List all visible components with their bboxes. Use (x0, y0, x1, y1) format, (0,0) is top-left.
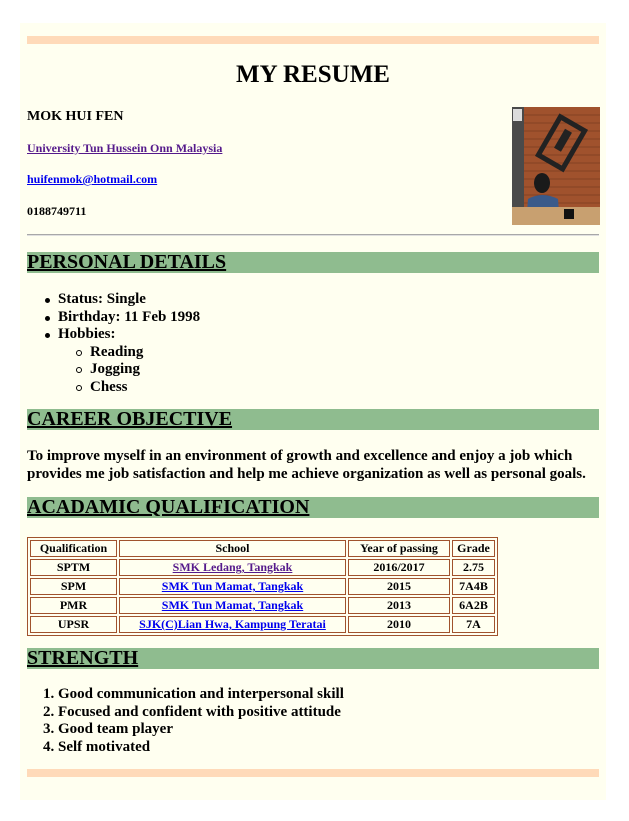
grade-cell: 7A (452, 616, 495, 633)
qualification-cell: SPTM (30, 559, 117, 576)
grade-cell: 6A2B (452, 597, 495, 614)
qualification-cell: UPSR (30, 616, 117, 633)
circle-bullet-icon (76, 385, 82, 391)
table-row (30, 578, 495, 595)
table-row (30, 559, 495, 576)
school-cell (119, 616, 346, 633)
top-accent-bar (27, 36, 599, 44)
university-link[interactable]: University Tun Hussein Onn Malaysia (27, 141, 223, 155)
grade-cell: 2.75 (452, 559, 495, 576)
list-item: 3. Good team player (43, 721, 173, 737)
phone-number: 0188749711 (27, 204, 87, 218)
qualification-cell: SPM (30, 578, 117, 595)
column-header-school: School (119, 540, 346, 557)
list-item: Hobbies: Reading Jogging Chess (27, 326, 200, 396)
applicant-name: MOK HUI FEN (27, 109, 124, 124)
personal-details-list (27, 291, 200, 396)
table-header-row (30, 540, 495, 557)
school-link[interactable]: SMK Ledang, Tangkak (172, 560, 293, 574)
hobby-item: Jogging (27, 361, 200, 379)
hobby-item: Reading (27, 344, 200, 362)
hobbies-list (58, 344, 200, 397)
grade-cell: 7A4B (452, 578, 495, 595)
column-header-year: Year of passing (348, 540, 450, 557)
list-item: 2. Focused and confident with positive attitude (43, 703, 341, 720)
year-cell: 2013 (348, 597, 450, 614)
personal-details-heading: PERSONAL DETAILS (27, 252, 599, 273)
bottom-accent-bar (27, 769, 599, 777)
school-cell (119, 597, 346, 614)
school-link[interactable]: SMK Tun Mamat, Tangkak (161, 598, 304, 612)
page-title: MY RESUME (236, 61, 390, 88)
table-row (30, 616, 495, 633)
year-cell: 2015 (348, 578, 450, 595)
circle-bullet-icon (76, 350, 82, 356)
year-cell: 2016/2017 (348, 559, 450, 576)
academic-qualification-heading: ACADAMIC QUALIFICATION (27, 497, 599, 518)
resume-content (27, 23, 599, 755)
school-cell (119, 578, 346, 595)
school-link[interactable]: SMK Tun Mamat, Tangkak (161, 579, 304, 593)
qualification-cell: PMR (30, 597, 117, 614)
table-row (30, 597, 495, 614)
strength-list (27, 686, 344, 756)
header-divider (27, 234, 599, 236)
bullet-icon (45, 316, 50, 321)
list-item: 1. Good communication and interpersonal skill (43, 686, 344, 702)
strength-heading: STRENGTH (27, 648, 599, 669)
column-header-grade: Grade (452, 540, 495, 557)
bullet-icon (45, 298, 50, 303)
list-item: 4. Self motivated (43, 738, 151, 755)
resume-page (20, 23, 606, 800)
year-cell: 2010 (348, 616, 450, 633)
email-link[interactable]: huifenmok@hotmail.com (27, 172, 158, 186)
photo-illustration-icon (512, 107, 600, 225)
hobby-item: Chess (27, 379, 200, 397)
career-objective-text: To improve myself in an environment of growth and excellence and enjoy a job which provides me job satisfaction and help me achieve organization as well as personal goals. (27, 448, 586, 482)
list-item: Birthday: 11 Feb 1998 (27, 309, 200, 327)
school-cell (119, 559, 346, 576)
profile-photo (512, 107, 600, 225)
academic-table (27, 537, 498, 636)
column-header-qualification: Qualification (30, 540, 117, 557)
circle-bullet-icon (76, 367, 82, 373)
career-objective-heading: CAREER OBJECTIVE (27, 409, 599, 430)
school-link[interactable]: SJK(C)Lian Hwa, Kampung Teratai (139, 617, 326, 631)
list-item: Status: Single (27, 291, 200, 309)
bullet-icon (45, 333, 50, 338)
